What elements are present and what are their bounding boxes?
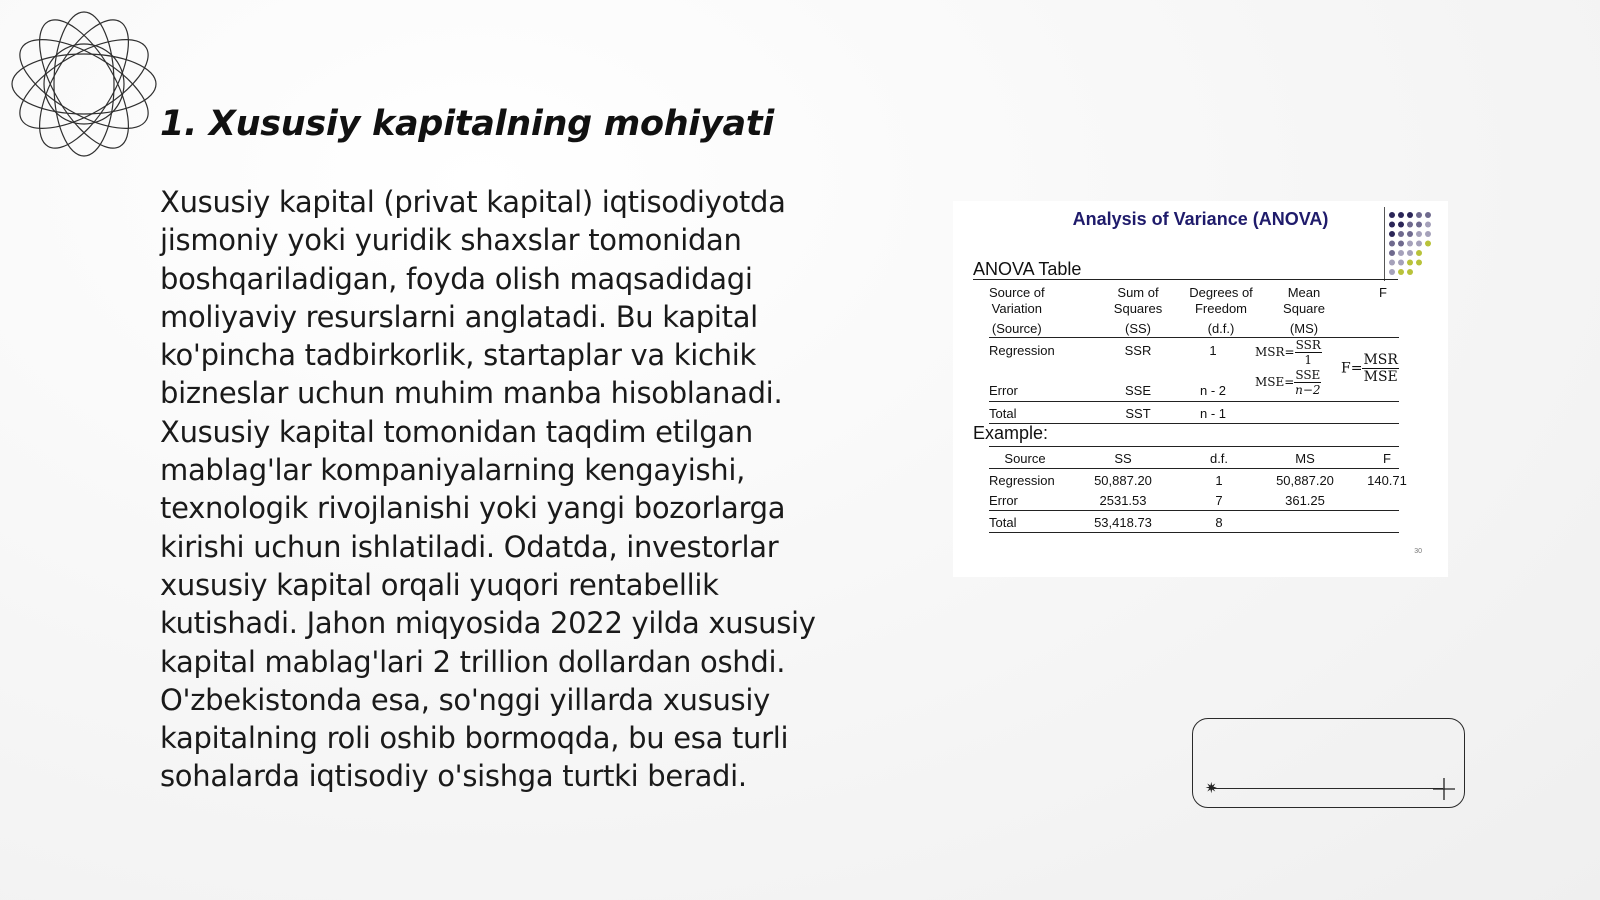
example-label: Example:	[973, 423, 1049, 443]
grid-dot	[1389, 241, 1395, 247]
row-error-ss: SSE	[1124, 383, 1152, 398]
msr-formula: MSR= $\frac{\text{SSR}}{1}$	[1255, 338, 1321, 367]
sparkle-icon: ✷	[1205, 779, 1218, 797]
example-row-error-source: Error	[989, 493, 1018, 508]
row-total-df: n - 1	[1199, 406, 1227, 421]
grid-dot	[1407, 250, 1413, 256]
example-row-regression-ms: 50,887.20	[1276, 473, 1334, 488]
grid-dot	[1425, 231, 1431, 237]
anova-top-rule	[973, 279, 1398, 280]
slide-title: 1. Xususiy kapitalning mohiyati	[160, 104, 774, 144]
grid-dot	[1407, 269, 1413, 275]
example-row-regression-f: 140.71	[1367, 473, 1407, 488]
grid-dot	[1407, 241, 1413, 247]
grid-dot	[1407, 222, 1413, 228]
example-header-source: Source	[1004, 451, 1046, 466]
grid-dot	[1407, 260, 1413, 266]
example-row-error-ss: 2531.53	[1099, 493, 1147, 508]
row-error-df: n - 2	[1199, 383, 1227, 398]
example-header-rule	[989, 468, 1399, 469]
grid-dot	[1389, 250, 1395, 256]
row-regression-df: 1	[1209, 343, 1217, 358]
anova-image-title: Analysis of Variance (ANOVA)	[1072, 209, 1329, 229]
slide-body-text: Xususiy kapital (privat kapital) iqtisodiyotda jismoniy yoki yuridik shaxslar tomonidan boshqariladigan, foyda olish maqsadidagi moliyaviy resurslarni anglatadi. Bu kapital ko'pincha tadbirkorlik, startaplar va kichik bizneslar uchun muhim manba hisoblanadi. Xususiy kapital tomonidan taqdim etilgan mablag'lar kompaniyalarning kengayishi, texnologik rivojlanishi yoki yangi bozorlarga kirishi uchun ishlatiladi. Odatda, investorlar xususiy kapital orqali yuqori rentabellik kutishadi. Jahon miqyosida 2022 yilda xususiy kapital mablag'lari 2 trillion dollardan oshdi. O'zbekistonda esa, so'nggi yillarda xususiy kapitalning roli oshib bormoqda, bu esa turli sohalarda iqtisodiy o'sishga turtki beradi.	[160, 185, 816, 794]
decorative-rounded-box	[1192, 718, 1465, 808]
header-ss: Sum of Squares (SS)	[1113, 285, 1163, 336]
example-row-total-df: 8	[1215, 515, 1223, 530]
grid-dot	[1398, 231, 1404, 237]
grid-dot	[1398, 269, 1404, 275]
dot-grid-icon	[1386, 209, 1434, 279]
grid-dot	[1416, 222, 1422, 228]
row-total-ss: SST	[1125, 406, 1151, 421]
example-header-df: d.f.	[1209, 451, 1229, 466]
circular-ornament-icon	[8, 8, 160, 160]
grid-dot	[1416, 250, 1422, 256]
example-row-total-ss: 53,418.73	[1094, 515, 1152, 530]
example-row-error-df: 7	[1215, 493, 1223, 508]
grid-dot	[1416, 260, 1422, 266]
example-row-total-source: Total	[989, 515, 1017, 530]
example-top-rule	[989, 446, 1399, 447]
header-f: F	[1379, 285, 1387, 300]
mse-formula: MSE= $\frac{\text{SSE}}{n-2}$	[1255, 368, 1321, 397]
example-error-rule	[989, 510, 1399, 511]
anova-header-rule	[989, 337, 1399, 338]
example-row-regression-source: Regression	[989, 473, 1055, 488]
grid-dot	[1398, 241, 1404, 247]
row-total-source: Total	[989, 406, 1017, 421]
example-bottom-rule	[989, 532, 1399, 533]
example-header-ms: MS	[1295, 451, 1315, 466]
grid-dot	[1416, 212, 1422, 218]
row-regression-ss: SSR	[1124, 343, 1152, 358]
grid-dot	[1398, 222, 1404, 228]
anova-page-number: 30	[1414, 548, 1422, 555]
example-header-ss: SS	[1114, 451, 1132, 466]
grid-dot	[1389, 269, 1395, 275]
grid-dot	[1389, 231, 1395, 237]
grid-dot	[1416, 241, 1422, 247]
grid-dot	[1389, 260, 1395, 266]
row-error-source: Error	[989, 383, 1018, 398]
anova-title-divider	[1384, 207, 1385, 281]
anova-bottom-rule	[989, 423, 1399, 424]
anova-error-rule	[989, 401, 1399, 402]
grid-dot	[1407, 231, 1413, 237]
grid-dot	[1398, 212, 1404, 218]
decorative-line	[1213, 788, 1443, 789]
anova-table-image	[953, 201, 1448, 577]
grid-dot	[1425, 212, 1431, 218]
example-row-regression-df: 1	[1215, 473, 1223, 488]
grid-dot	[1398, 260, 1404, 266]
grid-dot	[1425, 241, 1431, 247]
grid-dot	[1389, 212, 1395, 218]
header-df: Degrees of Freedom (d.f.)	[1189, 285, 1253, 336]
f-formula: F= $\frac{\text{MSR}}{\text{MSE}}$	[1341, 352, 1398, 385]
header-source: Source of Variation (Source)	[989, 285, 1045, 336]
example-row-error-ms: 361.25	[1285, 493, 1325, 508]
grid-dot	[1416, 231, 1422, 237]
example-row-regression-ss: 50,887.20	[1094, 473, 1152, 488]
grid-dot	[1425, 222, 1431, 228]
example-header-f: F	[1383, 451, 1391, 466]
row-regression-source: Regression	[989, 343, 1055, 358]
header-ms: Mean Square (MS)	[1283, 285, 1325, 336]
anova-table-label: ANOVA Table	[973, 259, 1082, 279]
grid-dot	[1407, 212, 1413, 218]
plus-star-icon	[1431, 776, 1457, 802]
grid-dot	[1398, 250, 1404, 256]
grid-dot	[1389, 222, 1395, 228]
